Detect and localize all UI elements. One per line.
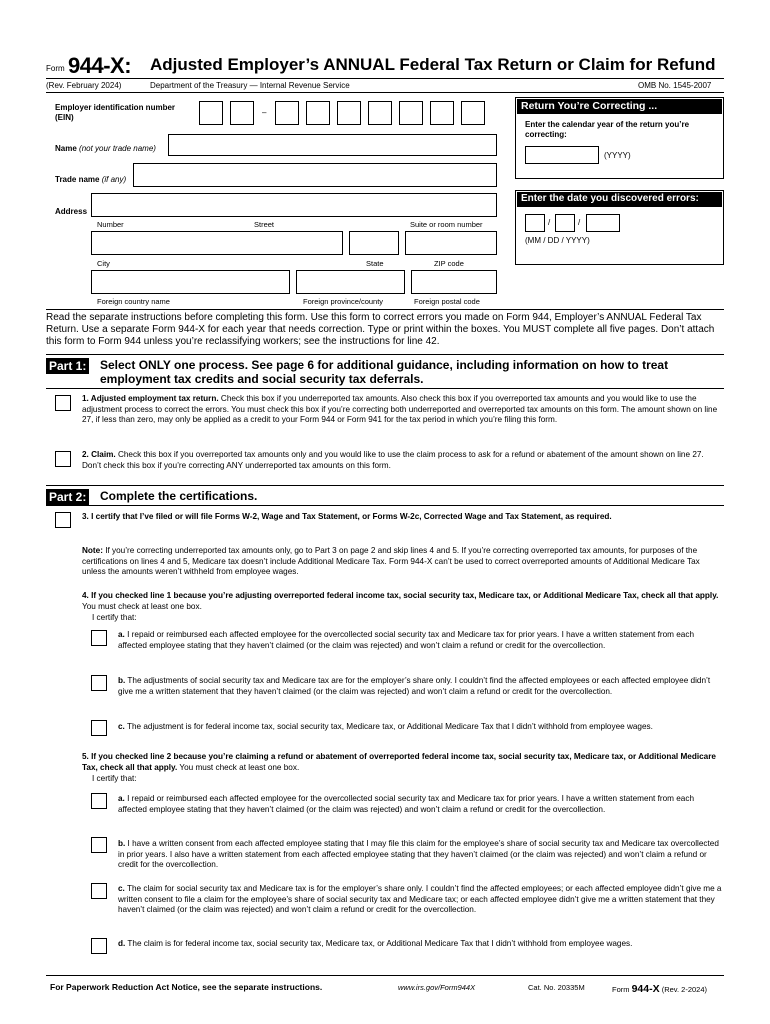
part1-rule-2 xyxy=(46,388,724,389)
intro-text: Read the separate instructions before completing this form. Use this form to correct errors you made on Form 944, Employer’s ANNUAL Federal Tax Return. Use a separate Form 944-X for each year that needs correction. Type or print within the boxes. You MUST complete all five pages. Don’t attach this form to Form 944 unless you’re reclassifying workers; see the instructions for line 42. xyxy=(46,312,715,348)
header-rule-2 xyxy=(46,92,724,93)
irs-url[interactable]: www.irs.gov/Form944X xyxy=(398,983,476,992)
day-field[interactable] xyxy=(555,214,575,232)
note-bold: Note: xyxy=(82,546,103,555)
adjusted-return-checkbox[interactable] xyxy=(55,395,71,411)
item4b-bold: b. xyxy=(118,676,126,685)
item4c-bold: c. xyxy=(118,722,125,731)
claim-checkbox[interactable] xyxy=(55,451,71,467)
foreign-country-field[interactable] xyxy=(91,270,290,294)
trade-note: (if any) xyxy=(101,175,127,184)
item5b-body: I have a written consent from each affected employee stating that I may file this claim for the employee’s share of social security tax and Medicare tax overcollected in prior years. I also have a written statement from each affected employee stating that they haven’t claimed (or the claim was rejected) and won’t claim a refund or credit for the overcollection. xyxy=(118,839,719,869)
item5b-checkbox[interactable] xyxy=(91,837,107,853)
department: Department of the Treasury — Internal Revenue Service xyxy=(150,81,350,90)
note-body: If you’re correcting underreported tax amounts only, go to Part 3 on page 2 and skip lines 4 and 5. If you’re correcting overreported tax amounts, for purposes of the certifications on lines 4 and 5, Medicare tax doesn’t include Additional Medicare Tax. Form 944-X can’t be used to correct overreported amounts of Additional Medicare Tax unless the amounts weren’t withheld from employee wages. xyxy=(82,546,700,576)
note-text xyxy=(82,546,722,578)
catalog-number: Cat. No. 20335M xyxy=(528,983,585,992)
foreign-postal-label: Foreign postal code xyxy=(414,297,480,306)
ein-label-text: Employer identification number xyxy=(55,103,176,112)
date-sep-1: / xyxy=(548,218,551,227)
form-prefix: Form xyxy=(46,64,65,73)
foreign-province-field[interactable] xyxy=(296,270,405,294)
year-field[interactable] xyxy=(525,146,599,164)
item4-bold: 4. If you checked line 1 because you’re adjusting overreported federal income tax, social security tax, Medicare tax, or Additional Medicare Tax, check all that apply. xyxy=(82,591,719,600)
discovery-year-field[interactable] xyxy=(586,214,620,232)
omb-number: OMB No. 1545-2007 xyxy=(638,81,712,90)
ein-digit-8[interactable] xyxy=(430,101,454,125)
revision-date: (Rev. February 2024) xyxy=(46,81,122,90)
footer-form-id xyxy=(612,983,707,995)
zip-field[interactable] xyxy=(405,231,497,255)
intro-rule xyxy=(46,309,724,310)
part2-rule-2 xyxy=(46,505,724,506)
month-field[interactable] xyxy=(525,214,545,232)
part2-rule xyxy=(46,485,724,486)
return-year-instruction: Enter the calendar year of the return you’re correcting: xyxy=(525,120,690,139)
item5-bold: 5. If you checked line 2 because you’re claiming a refund or abatement of overreported federal income tax, social security tax, Medicare tax, or Additional Medicare Tax, check all that apply. xyxy=(82,752,716,772)
number-label: Number xyxy=(97,220,124,229)
item4b-text xyxy=(118,676,722,697)
item4a-text xyxy=(118,630,722,651)
item2-body: Check this box if you overreported tax amounts only and you would like to use the claim process to ask for a refund or abatement of the amount shown on line 27. Don’t check this box if you’re correcting ANY underreported tax amounts on this form. xyxy=(82,450,704,470)
name-field[interactable] xyxy=(168,134,497,156)
street-label: Street xyxy=(254,220,275,229)
address-street-field[interactable] xyxy=(91,193,497,217)
item2-bold: 2. Claim. xyxy=(82,450,116,459)
item5a-checkbox[interactable] xyxy=(91,793,107,809)
zip-label: ZIP code xyxy=(434,259,464,268)
item5d-text xyxy=(118,939,722,950)
part2-heading: Complete the certifications. xyxy=(100,489,258,503)
item4b-body: The adjustments of social security tax and Medicare tax are for the employer’s share only. I couldn’t find the affected employees or each affected employee didn’t give me a written statement that they haven’t claimed (or the claim was rejected) and won’t claim a refund or credit for the overcollection. xyxy=(118,676,711,696)
item5-certify: I certify that: xyxy=(92,774,137,783)
item5a-body: I repaid or reimbursed each affected employee for the overcollected social security tax and Medicare tax for prior years. I have a written statement from each affected employee stating that they haven’t claimed (or the claim was rejected) and won’t claim a refund or credit for the overcollection. xyxy=(118,794,694,814)
ein-abbr: (EIN) xyxy=(55,113,74,122)
footer-form-number: 944-X xyxy=(631,983,660,995)
trade-name-label xyxy=(55,175,126,184)
ein-digit-7[interactable] xyxy=(399,101,423,125)
ein-digit-5[interactable] xyxy=(337,101,361,125)
form-number: 944-X: xyxy=(68,53,132,78)
state-field[interactable] xyxy=(349,231,399,255)
item2-text xyxy=(82,450,722,471)
item1-text xyxy=(82,394,722,426)
item4-certify: I certify that: xyxy=(92,613,137,622)
footer-form-prefix: Form xyxy=(612,985,630,994)
trade-label-text: Trade name xyxy=(55,175,100,184)
item5b-bold: b. xyxy=(118,839,126,848)
return-correcting-heading: Return You’re Correcting ... xyxy=(517,99,722,114)
date-sep-2: / xyxy=(578,218,581,227)
item4a-bold: a. xyxy=(118,630,125,639)
item1-body: Check this box if you underreported tax amounts. Also check this box if you overreported tax amounts and you would like to use the adjustment process to correct the errors. You must check this box if you’re correcting both underreported and overreported tax amounts on this form. The amount shown on line 27, if less than zero, may only be applied as a credit to your Form 944 or Form 941 for the tax period in which you’re filing this form. xyxy=(82,394,718,424)
header-rule xyxy=(46,78,724,79)
form-title: Adjusted Employer’s ANNUAL Federal Tax Return or Claim for Refund xyxy=(150,55,716,74)
item4c-text xyxy=(118,722,722,733)
item4a-body: I repaid or reimbursed each affected employee for the overcollected social security tax and Medicare tax for prior years. I have a written statement from each affected employee stating that they haven’t claimed (or the claim was rejected) and won’t claim a refund or credit for the overcollection. xyxy=(118,630,694,650)
footer-rule xyxy=(46,975,724,976)
foreign-postal-field[interactable] xyxy=(411,270,497,294)
suite-label: Suite or room number xyxy=(410,220,483,229)
item5c-bold: c. xyxy=(118,884,125,893)
item5d-checkbox[interactable] xyxy=(91,938,107,954)
item5a-text xyxy=(118,794,722,815)
name-note: (not your trade name) xyxy=(79,144,156,153)
ein-digit-2[interactable] xyxy=(230,101,254,125)
footer-rev: (Rev. 2-2024) xyxy=(661,985,708,994)
name-label xyxy=(55,144,156,153)
trade-name-field[interactable] xyxy=(133,163,497,187)
item4c-checkbox[interactable] xyxy=(91,720,107,736)
item3-text: 3. I certify that I’ve filed or will file Forms W-2, Wage and Tax Statement, or Forms W-2c, Corrected Wage and Tax Statement, as required. xyxy=(82,512,612,521)
item5-text xyxy=(82,752,722,773)
ein-label xyxy=(55,103,175,123)
part2-label: Part 2: xyxy=(46,489,89,505)
city-field[interactable] xyxy=(91,231,343,255)
item1-bold: 1. Adjusted employment tax return. xyxy=(82,394,219,403)
part1-label: Part 1: xyxy=(46,358,89,374)
item4c-body: The adjustment is for federal income tax, social security tax, Medicare tax, or Additional Medicare Tax that I didn’t withhold from employee wages. xyxy=(124,722,653,731)
item4-text xyxy=(82,591,722,612)
date-discovered-heading: Enter the date you discovered errors: xyxy=(517,192,722,207)
item4b-checkbox[interactable] xyxy=(91,675,107,691)
item5-body: You must check at least one box. xyxy=(177,762,300,772)
state-label: State xyxy=(366,259,384,268)
year-hint: (YYYY) xyxy=(604,151,631,160)
item5c-body: The claim for social security tax and Medicare tax is for the employer’s share only. I couldn’t find the affected employees; or each affected employee didn’t give me a written consent to file a claim for the employee’s share of social security tax and Medicare tax; or each affected employee didn’t give me a written statement that they haven’t claimed (or the claim was rejected) and won’t claim a refund or credit for the overcollection. xyxy=(118,884,722,914)
ein-digit-9[interactable] xyxy=(461,101,485,125)
item4-body: You must check at least one box. xyxy=(82,601,202,611)
foreign-country-label: Foreign country name xyxy=(97,297,170,306)
ein-digit-4[interactable] xyxy=(306,101,330,125)
item5a-bold: a. xyxy=(118,794,125,803)
address-label: Address xyxy=(55,207,88,216)
paperwork-notice: For Paperwork Reduction Act Notice, see the separate instructions. xyxy=(50,982,323,992)
part1-rule xyxy=(46,354,724,355)
city-label: City xyxy=(97,259,110,268)
name-label-text: Name xyxy=(55,144,77,153)
item5b-text xyxy=(118,839,722,871)
item5c-checkbox[interactable] xyxy=(91,883,107,899)
item4a-checkbox[interactable] xyxy=(91,630,107,646)
ein-digit-3[interactable] xyxy=(275,101,299,125)
foreign-province-label: Foreign province/county xyxy=(303,297,384,306)
part1-heading: Select ONLY one process. See page 6 for additional guidance, including information on how to treat employment tax credits and social security tax deferrals. xyxy=(100,358,669,386)
ein-digit-6[interactable] xyxy=(368,101,392,125)
ein-digit-1[interactable] xyxy=(199,101,223,125)
ein-dash: – xyxy=(262,108,267,117)
item5d-bold: d. xyxy=(118,939,126,948)
certify-w2-checkbox[interactable] xyxy=(55,512,71,528)
date-hint: (MM / DD / YYYY) xyxy=(525,236,590,245)
item5c-text xyxy=(118,884,722,916)
item5d-body: The claim is for federal income tax, social security tax, Medicare tax, or Additional Medicare Tax that I didn’t withhold from employee wages. xyxy=(125,939,633,948)
